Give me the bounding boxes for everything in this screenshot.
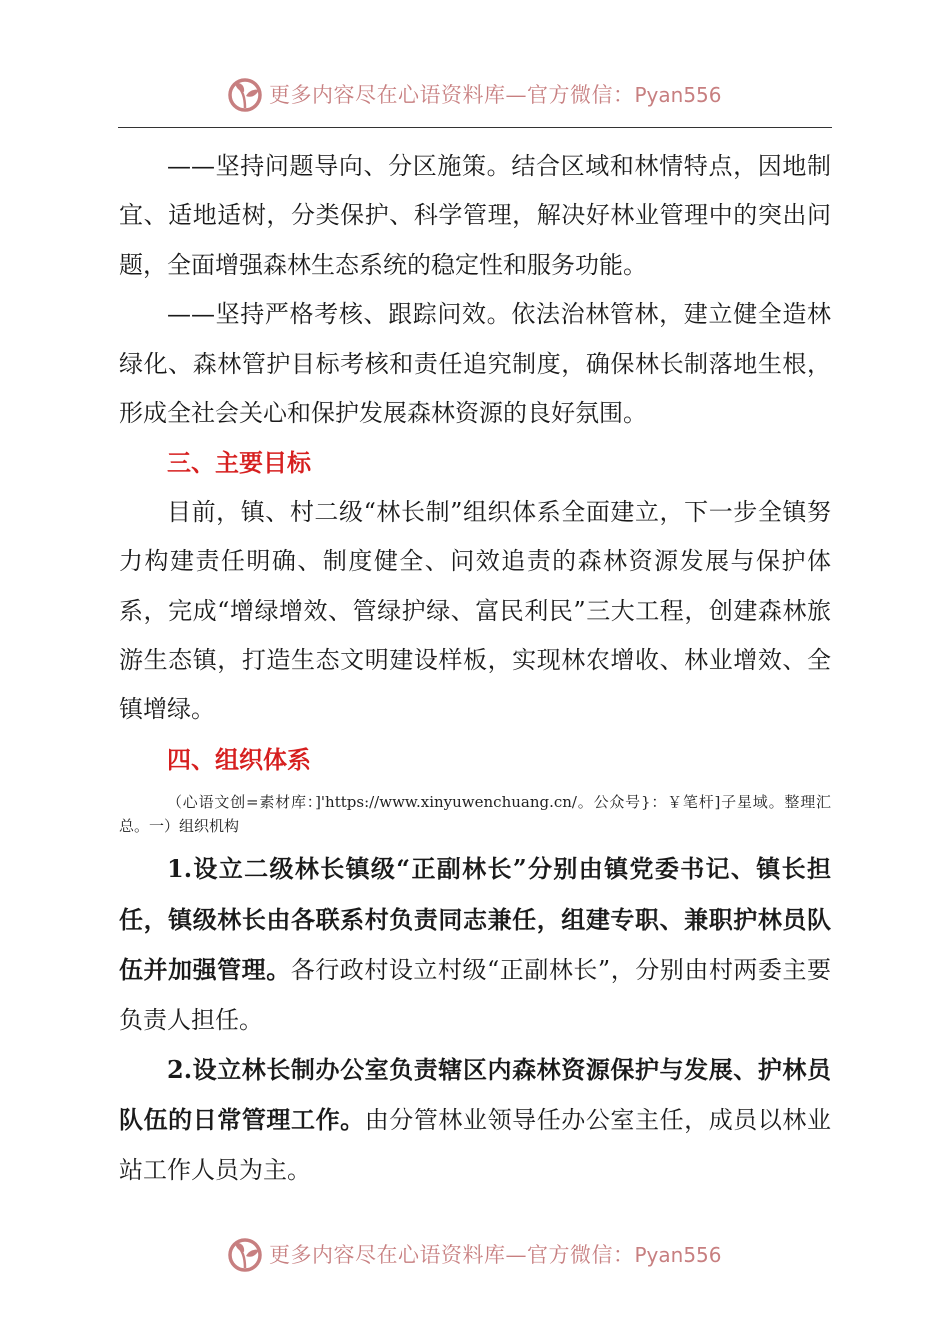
item-2-bold: 2.设立林长制办公室负责辖区内森林资源保护与发展、护林员队伍的日常管理工作。 [119, 1054, 831, 1135]
footer-watermark-dash: — [505, 1243, 527, 1267]
watermark-text [269, 79, 722, 109]
footer-watermark-wechat-label: 官方微信： [527, 1243, 635, 1267]
paragraph-strict-assessment: ——坚持严格考核、跟踪问效。依法治林管林，建立健全造林绿化、森林管护目标考核和责任追究制度，确保林长制落地生根，形成全社会关心和保护发展森林资源的良好氛围。 [119, 300, 831, 428]
paragraph-main-goals: 目前，镇、村二级“林长制”组织体系全面建立，下一步全镇努力构建责任明确、制度健全、问效追责的森林资源发展与保护体系，完成“增绿增效、管绿护绿、富民利民”三大工程，创建森林旅游生态镇，打造生态文明建设样板，实现林农增收、林业增效、全镇增绿。 [119, 497, 831, 724]
item-2 [119, 1045, 831, 1195]
section-heading-organization: 四、组织体系 [167, 744, 311, 774]
footer-watermark-wechat-id: Pyan556 [634, 1243, 722, 1267]
footer-watermark [225, 1234, 745, 1274]
footer-watermark-text [269, 1239, 722, 1269]
item-2-rest: 由分管林业领导任办公室主任，成员以林业站工作人员为主。 [119, 1106, 832, 1184]
sprout-circle-logo-icon [225, 1234, 265, 1274]
sprout-circle-logo-icon [225, 74, 265, 114]
paragraph-problem-oriented: ——坚持问题导向、分区施策。结合区域和林情特点，因地制宜、适地适树，分类保护、科学管理，解决好林业管理中的突出问题，全面增强森林生态系统的稳定性和服务功能。 [119, 152, 831, 279]
footer-watermark-main: 更多内容尽在心语资料库 [269, 1243, 506, 1267]
item-1 [119, 844, 831, 1045]
watermark-main: 更多内容尽在心语资料库 [269, 83, 506, 107]
watermark-wechat-label: 官方微信： [527, 83, 635, 107]
item-1-bold: 1.设立二级林长镇级“正副林长”分别由镇党委书记、镇长担任，镇级林长由各联系村负责同志兼任，组建专职、兼职护林员队伍并加强管理。 [119, 854, 831, 985]
header-watermark [225, 74, 745, 114]
header-divider [118, 127, 832, 128]
source-note: （心语文创=素材库：]'https://www.xinyuwenchuang.cn/。公众号}：￥笔杆]子星域。整理汇总。一）组织机构 [119, 793, 831, 836]
watermark-dash: — [505, 83, 527, 107]
document-body [119, 142, 831, 1195]
item-1-rest: 各行政村设立村级“正副林长”，分别由村两委主要负责人担任。 [119, 956, 831, 1034]
watermark-wechat-id: Pyan556 [634, 83, 722, 107]
section-heading-main-goals: 三、主要目标 [167, 448, 311, 478]
